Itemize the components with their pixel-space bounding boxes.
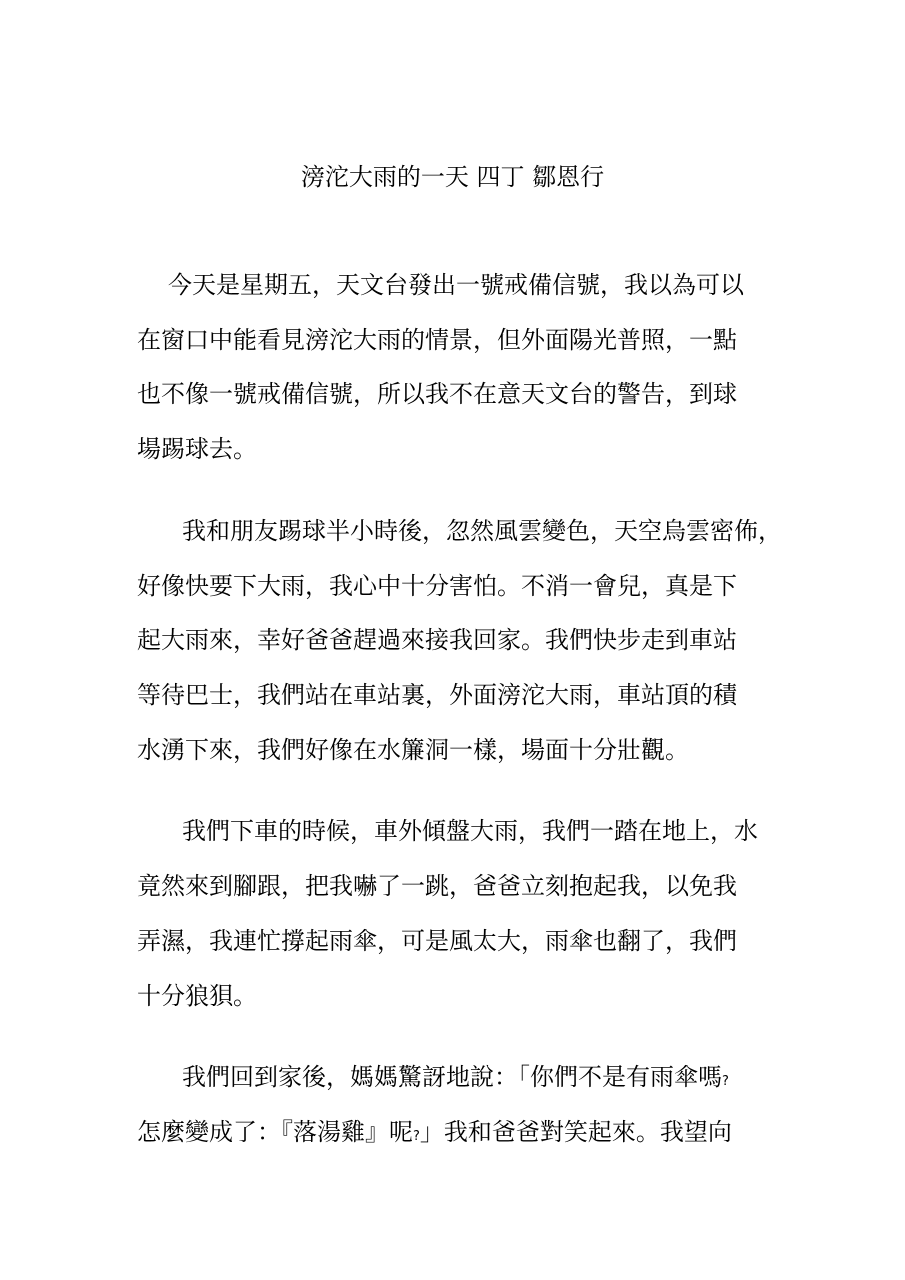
line-text: 我們回到家後，媽媽驚訝地說：「你們不是有雨傘嗎 <box>182 1063 722 1091</box>
line-text: 怎麼變成了：『落湯雞』呢 <box>137 1118 413 1146</box>
paragraph-line: 在窗口中能看見滂沱大雨的情景，但外面陽光普照，一點 <box>137 326 737 354</box>
paragraph-line <box>182 1061 729 1098</box>
question-mark: ? <box>722 1074 729 1089</box>
paragraph-line: 弄濕，我連忙撐起雨傘，可是風太大，雨傘也翻了，我們 <box>137 927 737 955</box>
paragraph-line: 也不像一號戒備信號，所以我不在意天文台的警告，到球 <box>137 380 737 408</box>
paragraph-line: 好像快要下大雨，我心中十分害怕。不消一會兒，真是下 <box>137 572 737 600</box>
paragraph-line: 起大雨來，幸好爸爸趕過來接我回家。我們快步走到車站 <box>137 626 737 654</box>
paragraph-line: 我和朋友踢球半小時後，忽然風雲變色，天空烏雲密佈， <box>182 517 782 545</box>
line-text: 」我和爸爸對笑起來。我望向 <box>419 1118 732 1146</box>
paragraph-line: 水湧下來，我們好像在水簾洞一樣，場面十分壯觀。 <box>137 736 689 764</box>
document-title: 滂沱大雨的一天 四丁 鄒恩行 <box>300 163 605 191</box>
paragraph-line: 我們下車的時候，車外傾盤大雨，我們一踏在地上，水 <box>182 817 758 845</box>
paragraph-line: 今天是星期五，天文台發出一號戒備信號，我以為可以 <box>168 271 744 299</box>
paragraph-line <box>137 1116 732 1153</box>
paragraph-line: 場踢球去。 <box>137 435 257 463</box>
paragraph-line: 十分狼狽。 <box>137 982 257 1010</box>
paragraph-line: 竟然來到腳跟，把我嚇了一跳，爸爸立刻抱起我，以免我 <box>137 872 737 900</box>
question-mark: ? <box>413 1129 420 1144</box>
paragraph-line: 等待巴士，我們站在車站裏，外面滂沱大雨，車站頂的積 <box>137 681 737 709</box>
